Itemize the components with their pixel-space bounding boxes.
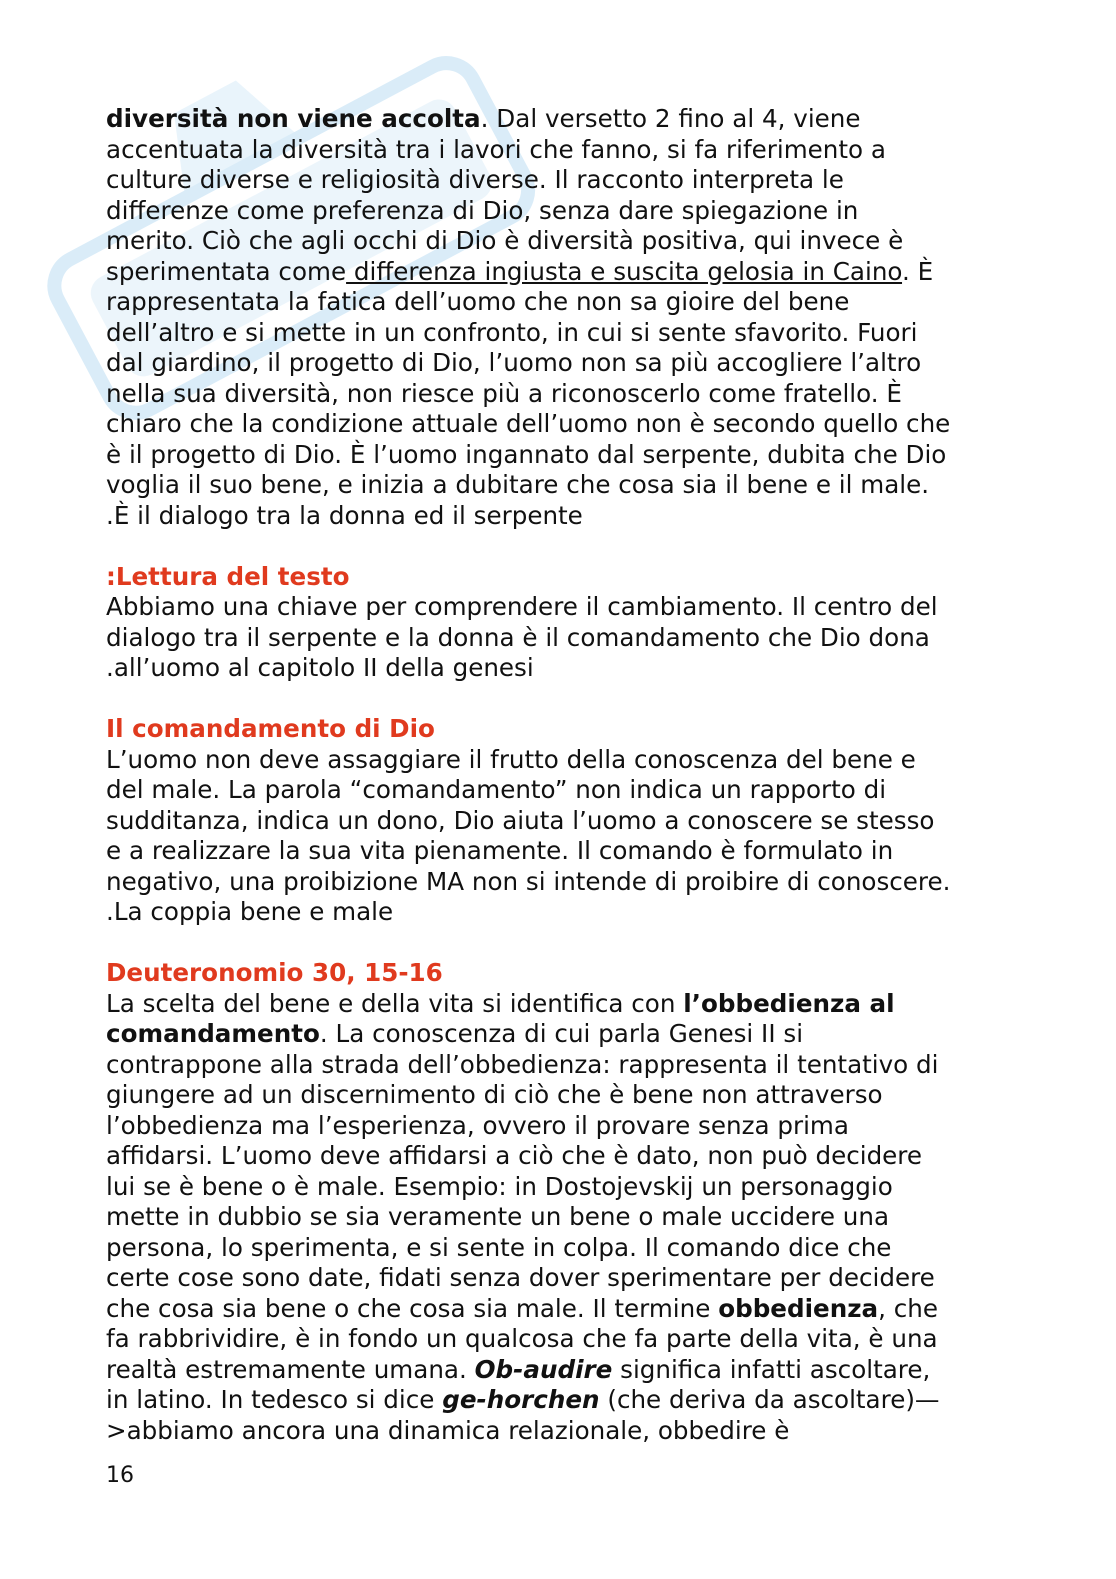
paragraph-text: . Dal versetto 2 fino al 4, viene accentuata la diversità tra i lavori che fanno, si fa riferimento a culture diverse e religiosità diverse. Il racconto interpreta le differenze come preferenza di Dio, senza dare spiegazione in merito. Ciò che agli occhi di Dio è diversità positiva, qui invece è sperimentata come	[106, 104, 904, 286]
paragraph-text: significa infatti ascoltare, in latino. In tedesco si dice	[106, 1354, 931, 1414]
section-heading: Deuteronomio 30, 15-16	[106, 958, 443, 987]
bold-italic-phrase: ge-horchen	[442, 1385, 600, 1414]
bold-phrase: diversità non viene accolta	[106, 104, 481, 133]
section-heading: Il comandamento di Dio	[106, 714, 435, 743]
paragraph-text: (che deriva da ascoltare)— >abbiamo ancora una dinamica relazionale, obbedire è	[106, 1385, 940, 1445]
section-body	[106, 989, 1006, 1447]
section-body: Abbiamo una chiave per comprendere il cambiamento. Il centro del dialogo tra il serpente e la donna è il comandamento che Dio dona .all’uomo al capitolo II della genesi	[106, 592, 938, 682]
paragraph-text: . La conoscenza di cui parla Genesi II si contrappone alla strada dell’obbedienza: rappresenta il tentativo di giungere ad un discernimento di ciò che è bene non attraverso l’obbedienza ma l’esperienza, ovvero il provare senza prima affidarsi. L’uomo deve affidarsi a ciò che è dato, non può decidere lui se è bene o è male. Esempio: in Dostojevskij un personaggio mette in dubbio se sia veramente un bene o male uccidere una persona, lo sperimenta, e si sente in colpa. Il comando dice che certe cose sono date, fidati senza dover sperimentare per decidere che cosa sia bene o che cosa sia male. Il termine	[106, 1019, 939, 1323]
section-deuteronomio	[106, 958, 1006, 1446]
paragraph-1	[106, 104, 1006, 531]
page-number: 16	[106, 1463, 134, 1488]
document-page	[106, 104, 1006, 1477]
bold-italic-phrase: Ob-audire	[474, 1354, 613, 1384]
underlined-phrase: differenza ingiusta e suscita gelosia in Caino	[346, 256, 903, 286]
bold-phrase: l’obbedienza al comandamento	[106, 988, 895, 1048]
section-comandamento	[106, 714, 1006, 928]
section-body: L’uomo non deve assaggiare il frutto della conoscenza del bene e del male. La parola “comandamento” non indica un rapporto di sudditanza, indica un dono, Dio aiuta l’uomo a conoscere se stesso e a realizzare la sua vita pienamente. Il comando è formulato in negativo, una proibizione MA non si intende di proibire di conoscere. .La coppia bene e male	[106, 744, 951, 926]
paragraph-text: . È rappresentata la fatica dell’uomo che non sa gioire del bene dell’altro e si mette in un confronto, in cui si sente sfavorito. Fuori dal giardino, il progetto di Dio, l’uomo non sa più accogliere l’altro nella sua diversità, non riesce più a riconoscerlo come fratello. È chiaro che la condizione attuale dell’uomo non è secondo quello che è il progetto di Dio. È l’uomo ingannato dal serpente, dubita che Dio voglia il suo bene, e inizia a dubitare che cosa sia il bene e il male. .È il dialogo tra la donna ed il serpente	[106, 256, 951, 530]
section-lettura	[106, 562, 1006, 684]
paragraph-text: La scelta del bene e della vita si identifica con	[106, 988, 684, 1018]
bold-phrase: obbedienza	[718, 1293, 879, 1323]
paragraph-text: , che fa rabbrividire, è in fondo un qualcosa che fa parte della vita, è una realtà estremamente umana.	[106, 1293, 938, 1384]
section-heading: :Lettura del testo	[106, 561, 350, 591]
